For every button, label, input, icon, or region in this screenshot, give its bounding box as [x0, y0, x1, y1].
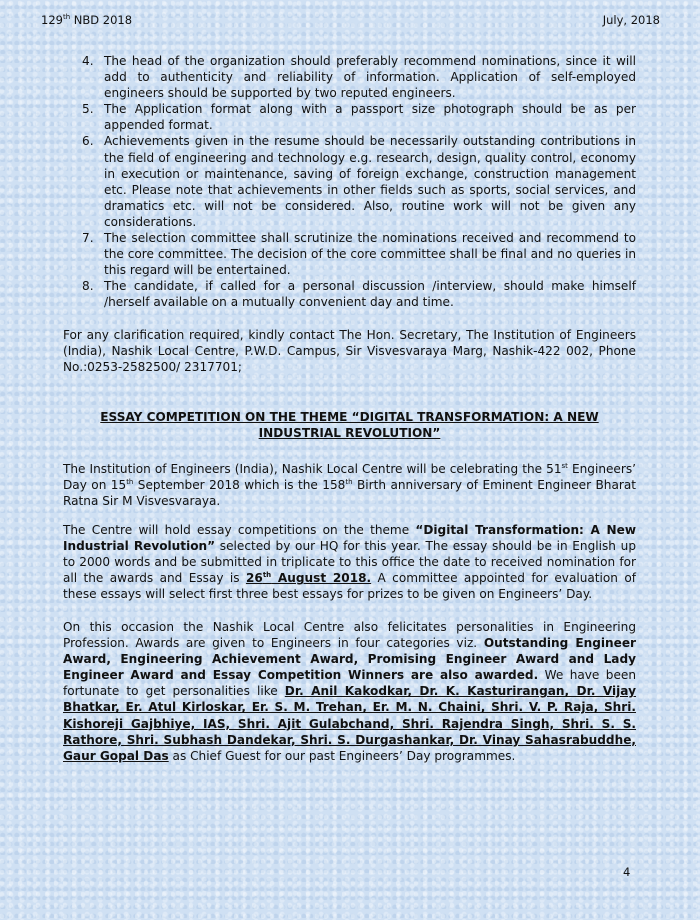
list-item: 8. The candidate, if called for a personal discussion /interview, should make himself /herself available on a mutually convenient day and time.	[82, 279, 636, 310]
contact-paragraph: For any clarification required, kindly contact The Hon. Secretary, The Institution of Engineers (India), Nashik Local Centre, P.W.D. Campus, Sir Visvesvaraya Marg, Nashik-422 002, Phone No.:0253-2582500/ 2317701;	[63, 328, 636, 375]
page-header	[41, 13, 660, 29]
list-item: 6. Achievements given in the resume should be necessarily outstanding contributions in the field of engineering and technology e.g. research, design, quality control, economy in execution or maintenance, saving of foreign exchange, construction management etc. Please note that achievements in other fields such as sports, social services, and dramatics etc. will not be considered. Also, routine work will not be given any considerations.	[82, 134, 636, 229]
felicitation-paragraph: On this occasion the Nashik Local Centre also felicitates personalities in Engineering Profession. Awards are given to Engineers in four categories viz. Outstanding Engineer Award, Engineering Achievement Award, Promising Engineer Award and Lady Engineer Award and Essay Competition Winners are also awarded. We have been fortunate to get personalities like Dr. Anil Kakodkar, Dr. K. Kasturirangan, Dr. Vijay Bhatkar, Er. Atul Kirloskar, Er. S. M. Trehan, Er. M. N. Chaini, Shri. V. P. Raja, Shri. Kishoreji Gajbhiye, IAS, Shri. Ajit Gulabchand, Shri. Rajendra Singh, Shri. S. S. Rathore, Shri. Subhash Dandekar, Shri. S. Durgashankar, Dr. Vinay Sahasrabuddhe, Gaur Gopal Das as Chief Guest for our past Engineers’ Day programmes.	[63, 620, 636, 763]
header-date: July, 2018	[602, 13, 660, 27]
list-item: 5. The Application format along with a passport size photograph should be as per appended format.	[82, 102, 636, 133]
list-item: 7. The selection committee shall scrutinize the nominations received and recommend to the core committee. The decision of the core committee shall be final and no queries in this regard will be entertained.	[82, 231, 636, 278]
essay-paragraph: The Centre will hold essay competitions on the theme “Digital Transformation: A New Industrial Revolution” selected by our HQ for this year. The essay should be in English up to 2000 words and be submitted in triplicate to this office the date to received nomination for all the awards and Essay is 26th August 2018. A committee appointed for evaluation of these essays will select first three best essays for prizes to be given on Engineers’ Day.	[63, 523, 637, 602]
rules-list	[63, 53, 636, 311]
essay-title: ESSAY COMPETITION ON THE THEME “DIGITAL TRANSFORMATION: A NEW INDUSTRIAL REVOLUTION”	[100, 410, 599, 441]
list-item: 4. The head of the organization should preferably recommend nominations, since it will add to authenticity and reliability of information. Application of self-employed engineers should be supported by two reputed engineers.	[82, 54, 636, 101]
intro-paragraph: The Institution of Engineers (India), Nashik Local Centre will be celebrating the 51st Engineers’ Day on 15th September 2018 which is the 158th Birth anniversary of Eminent Engineer Bharat Ratna Sir M Visvesvaraya.	[63, 462, 636, 509]
page-number: 4	[623, 865, 631, 879]
header-issue: 129th NBD 2018	[41, 13, 133, 27]
